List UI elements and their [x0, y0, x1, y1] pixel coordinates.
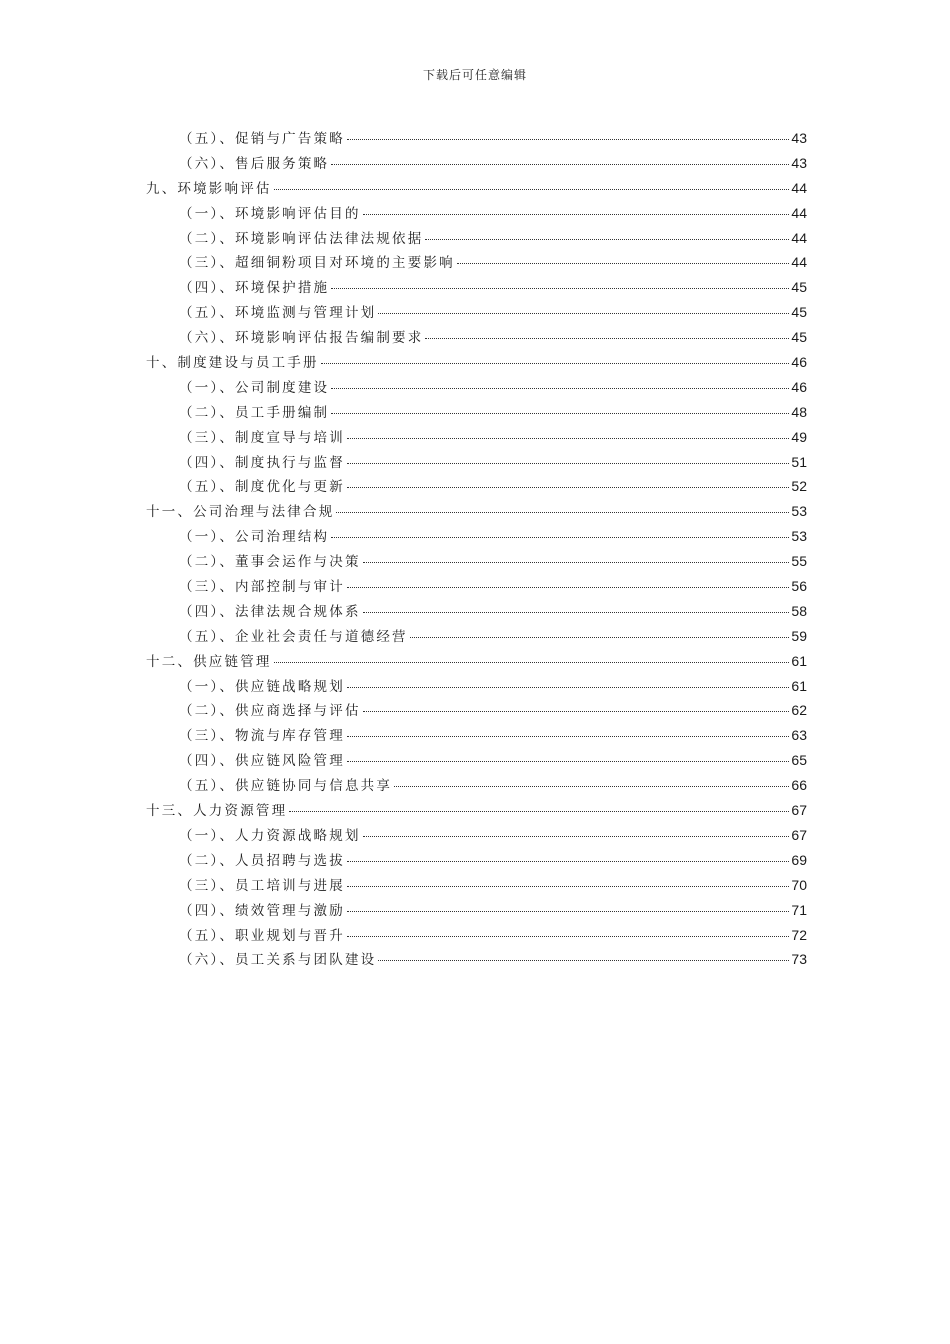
toc-entry-label: （四）、环境保护措施 [179, 280, 330, 297]
toc-page-number: 44 [791, 204, 807, 221]
toc-dot-leader [331, 387, 789, 389]
toc-dot-leader [331, 412, 789, 414]
toc-section-entry[interactable] [146, 151, 807, 176]
toc-entry-label: （三）、内部控制与审计 [179, 579, 345, 596]
toc-dot-leader [321, 362, 790, 364]
toc-page-number: 72 [791, 926, 807, 943]
toc-dot-leader [331, 163, 789, 165]
toc-page-number: 46 [791, 354, 807, 371]
toc-dot-leader [347, 686, 789, 688]
page-header: 下载后可任意编辑 [422, 68, 527, 82]
toc-dot-leader [410, 636, 790, 638]
toc-entry-label: （一）、公司治理结构 [179, 529, 330, 546]
toc-page-number: 65 [791, 752, 807, 769]
toc-page-number: 67 [791, 826, 807, 843]
toc-entry-label: （四）、供应链风险管理 [179, 753, 345, 770]
toc-section-entry[interactable] [146, 300, 807, 325]
toc-section-entry[interactable] [146, 599, 807, 624]
toc-dot-leader [347, 735, 789, 737]
toc-entry-label: （五）、职业规划与晋升 [179, 927, 345, 944]
toc-entry-label: 九、环境影响评估 [146, 180, 272, 197]
toc-section-entry[interactable] [146, 549, 807, 574]
toc-section-entry[interactable] [146, 823, 807, 848]
toc-dot-leader [394, 785, 789, 787]
toc-entry-label: （六）、环境影响评估报告编制要求 [179, 330, 424, 347]
toc-entry-label: 十二、供应链管理 [146, 653, 272, 670]
toc-section-entry[interactable] [146, 848, 807, 873]
toc-page-number: 53 [791, 503, 807, 520]
toc-dot-leader [347, 860, 789, 862]
toc-page-number: 52 [791, 478, 807, 495]
toc-entry-label: （二）、环境影响评估法律法规依据 [179, 230, 424, 247]
toc-entry-label: （一）、人力资源战略规划 [179, 827, 361, 844]
toc-entry-label: 十三、人力资源管理 [146, 803, 288, 820]
toc-dot-leader [347, 910, 789, 912]
toc-dot-leader [378, 312, 789, 314]
toc-section-entry[interactable] [146, 126, 807, 151]
toc-entry-label: （三）、制度宣导与培训 [179, 429, 345, 446]
toc-section-entry[interactable] [146, 250, 807, 275]
toc-page-number: 55 [791, 553, 807, 570]
toc-entry-label: （六）、员工关系与团队建设 [179, 952, 377, 969]
toc-entry-label: （六）、售后服务策略 [179, 155, 330, 172]
toc-dot-leader [289, 810, 789, 812]
toc-page-number: 70 [791, 876, 807, 893]
toc-entry-label: （四）、绩效管理与激励 [179, 902, 345, 919]
toc-dot-leader [347, 486, 789, 488]
toc-page-number: 53 [791, 528, 807, 545]
toc-entry-label: （一）、公司制度建设 [179, 379, 330, 396]
toc-entry-label: （三）、超细铜粉项目对环境的主要影响 [179, 255, 455, 272]
toc-page-number: 45 [791, 304, 807, 321]
toc-page-number: 46 [791, 378, 807, 395]
toc-page-number: 61 [791, 677, 807, 694]
toc-entry-label: （三）、物流与库存管理 [179, 728, 345, 745]
toc-entry-label: （二）、董事会运作与决策 [179, 554, 361, 571]
toc-entry-label: 十一、公司治理与法律合规 [146, 504, 335, 521]
toc-chapter-entry[interactable] [146, 499, 807, 524]
toc-page-number: 56 [791, 578, 807, 595]
toc-dot-leader [347, 586, 789, 588]
toc-dot-leader [336, 511, 789, 513]
toc-section-entry[interactable] [146, 400, 807, 425]
toc-entry-label: （三）、员工培训与进展 [179, 877, 345, 894]
toc-entry-label: （四）、制度执行与监督 [179, 454, 345, 471]
toc-dot-leader [425, 337, 789, 339]
toc-section-entry[interactable] [146, 773, 807, 798]
toc-page-number: 62 [791, 702, 807, 719]
toc-page-number: 71 [791, 901, 807, 918]
toc-dot-leader [363, 835, 790, 837]
toc-section-entry[interactable] [146, 947, 807, 972]
toc-page-number: 43 [791, 130, 807, 146]
toc-page-number: 43 [791, 154, 807, 171]
toc-dot-leader [331, 536, 789, 538]
toc-chapter-entry[interactable] [146, 176, 807, 201]
toc-entry-label: （一）、供应链战略规划 [179, 678, 345, 695]
toc-entry-label: （二）、供应商选择与评估 [179, 703, 361, 720]
toc-dot-leader [347, 437, 789, 439]
toc-page-number: 45 [791, 279, 807, 296]
toc-dot-leader [363, 710, 790, 712]
toc-dot-leader [378, 959, 789, 961]
toc-page-number: 63 [791, 727, 807, 744]
toc-dot-leader [274, 188, 790, 190]
toc-section-entry[interactable] [146, 226, 807, 251]
toc-page-number: 44 [791, 254, 807, 271]
toc-section-entry[interactable] [146, 723, 807, 748]
toc-dot-leader [457, 262, 790, 264]
toc-dot-leader [347, 760, 789, 762]
toc-dot-leader [363, 611, 790, 613]
toc-dot-leader [347, 885, 789, 887]
table-of-contents [146, 126, 807, 972]
toc-section-entry[interactable] [146, 325, 807, 350]
toc-page-number: 44 [791, 179, 807, 196]
toc-dot-leader [331, 287, 789, 289]
toc-dot-leader [363, 213, 790, 215]
toc-page-number: 48 [791, 403, 807, 420]
toc-page-number: 69 [791, 851, 807, 868]
toc-entry-label: （二）、员工手册编制 [179, 404, 330, 421]
toc-entry-label: （四）、法律法规合规体系 [179, 603, 361, 620]
toc-section-entry[interactable] [146, 674, 807, 699]
toc-section-entry[interactable] [146, 873, 807, 898]
toc-page-number: 45 [791, 329, 807, 346]
toc-section-entry[interactable] [146, 275, 807, 300]
toc-section-entry[interactable] [146, 201, 807, 226]
toc-dot-leader [347, 462, 789, 464]
toc-section-entry[interactable] [146, 425, 807, 450]
toc-section-entry[interactable] [146, 748, 807, 773]
toc-chapter-entry[interactable] [146, 350, 807, 375]
toc-entry-label: （五）、促销与广告策略 [179, 131, 345, 147]
toc-section-entry[interactable] [146, 474, 807, 499]
toc-entry-label: （五）、企业社会责任与道德经营 [179, 628, 408, 645]
toc-dot-leader [363, 561, 790, 563]
toc-dot-leader [347, 138, 789, 140]
toc-dot-leader [425, 238, 789, 240]
toc-section-entry[interactable] [146, 698, 807, 723]
toc-page-number: 59 [791, 627, 807, 644]
toc-dot-leader [274, 661, 790, 663]
toc-section-entry[interactable] [146, 923, 807, 948]
toc-section-entry[interactable] [146, 524, 807, 549]
toc-dot-leader [347, 935, 789, 937]
toc-page-number: 73 [791, 951, 807, 968]
toc-entry-label: （一）、环境影响评估目的 [179, 205, 361, 222]
toc-section-entry[interactable] [146, 898, 807, 923]
toc-page-number: 51 [791, 453, 807, 470]
toc-page-number: 67 [791, 802, 807, 819]
toc-chapter-entry[interactable] [146, 649, 807, 674]
toc-chapter-entry[interactable] [146, 798, 807, 823]
toc-entry-label: （五）、制度优化与更新 [179, 479, 345, 496]
toc-section-entry[interactable] [146, 375, 807, 400]
toc-page-number: 58 [791, 602, 807, 619]
toc-entry-label: 十、制度建设与员工手册 [146, 355, 319, 372]
toc-page-number: 66 [791, 777, 807, 794]
toc-section-entry[interactable] [146, 450, 807, 475]
toc-page-number: 61 [791, 652, 807, 669]
toc-page-number: 44 [791, 229, 807, 246]
toc-section-entry[interactable] [146, 574, 807, 599]
toc-entry-label: （二）、人员招聘与选拔 [179, 852, 345, 869]
toc-entry-label: （五）、环境监测与管理计划 [179, 305, 377, 322]
toc-section-entry[interactable] [146, 624, 807, 649]
toc-entry-label: （五）、供应链协同与信息共享 [179, 778, 393, 795]
toc-page-number: 49 [791, 428, 807, 445]
